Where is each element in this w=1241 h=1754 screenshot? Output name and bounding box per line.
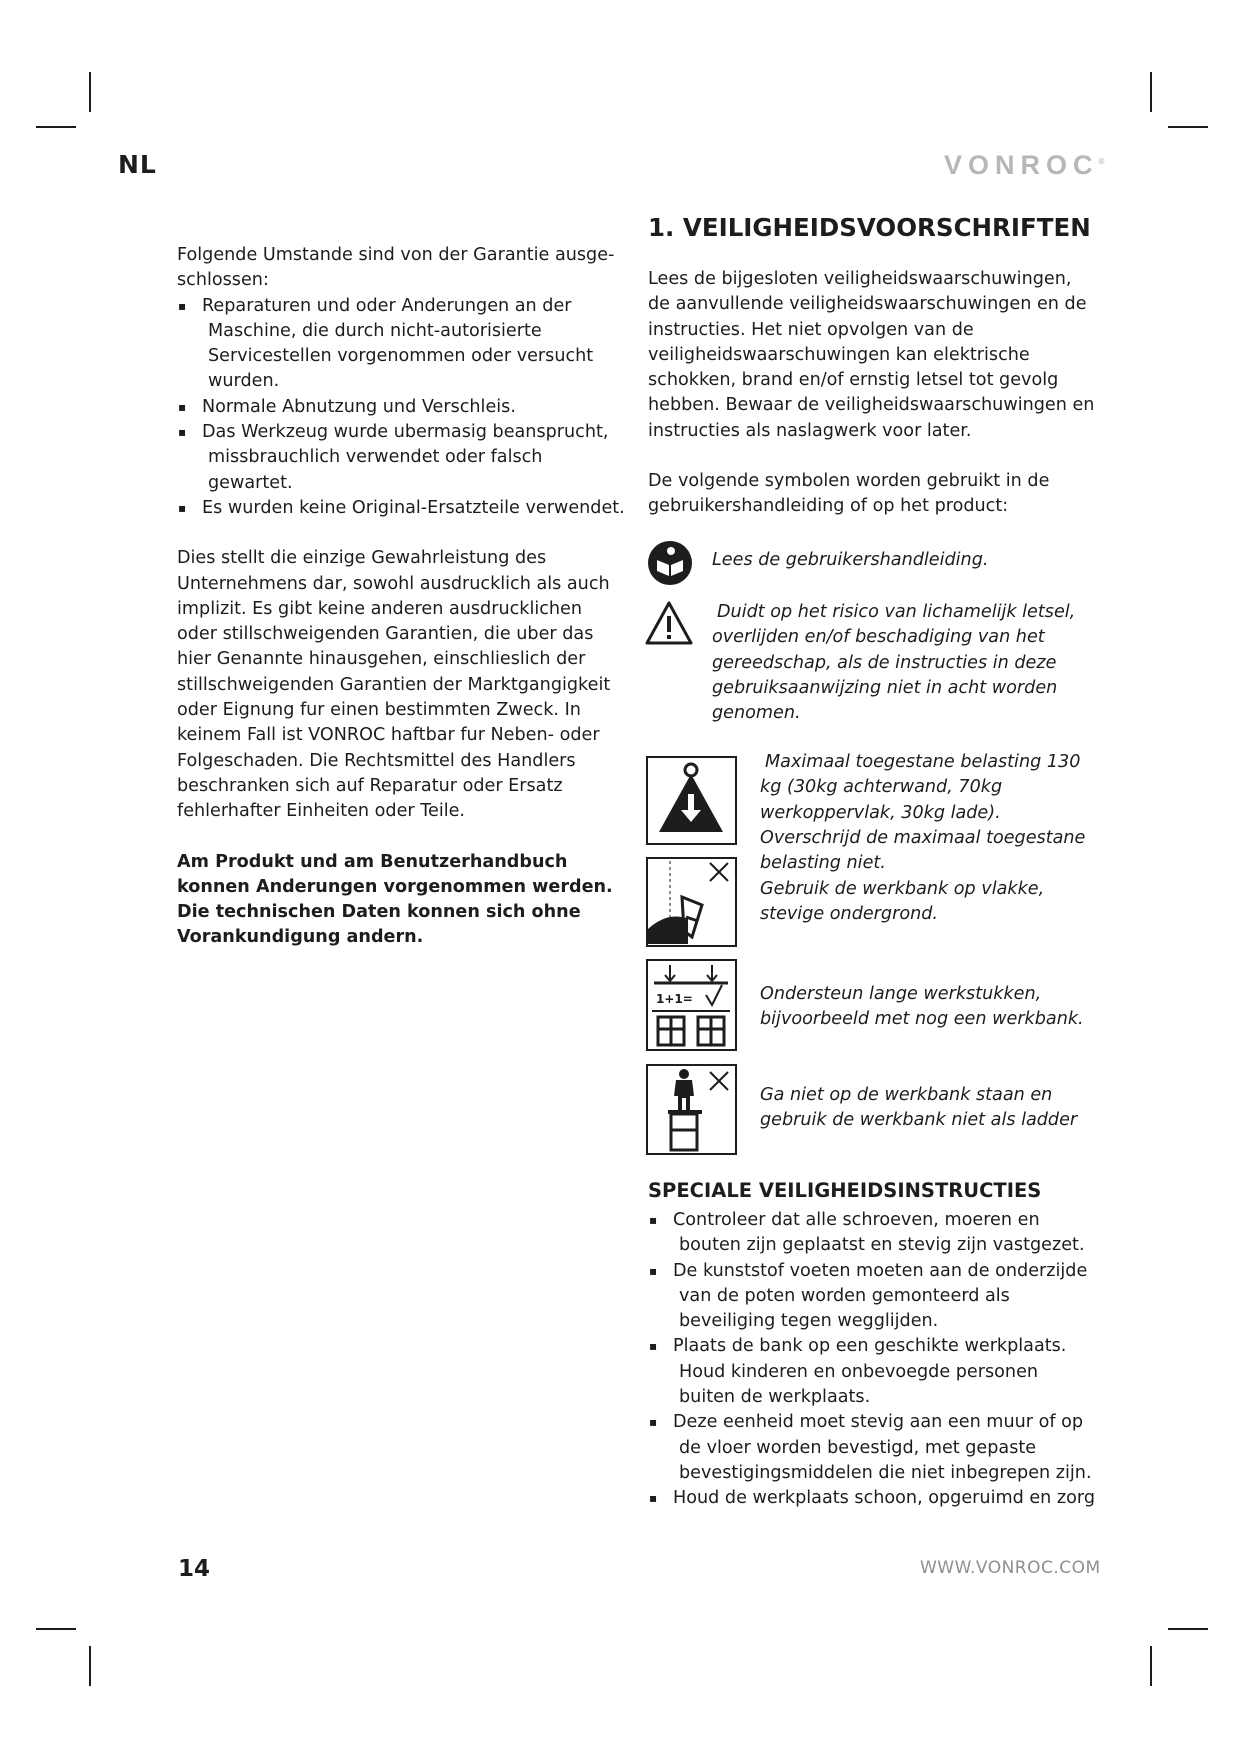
list-item: ▪ De kunststof voeten moeten aan de onderzijde van de poten worden gemonteerd als beveiliging tegen wegglijden.	[648, 1259, 1098, 1335]
symbol-text-warning: Duidt op het risico van lichamelijk letsel, overlijden en/of beschadiging van het gereedschap, als de instructies in deze gebruiksaanwijzing niet in acht worden genomen.	[712, 602, 1076, 724]
warranty-exclusions-intro: Folgende Umstande sind von der Garantie ausge- schlossen:	[177, 245, 615, 291]
change-notice: Am Produkt und am Benutzerhandbuch konnen Anderungen vorgenommen werden. Die technischen Daten konnen sich ohne Vorankundigung andern.	[177, 851, 613, 948]
brand-name: VONROC	[944, 150, 1099, 180]
symbol-text-ladder: Ga niet op de werkbank staan en gebruik de werkbank niet als ladder	[760, 1085, 1078, 1131]
symbol-text-manual: Lees de gebruikershandleiding.	[712, 550, 989, 570]
list-item: ▪ Es wurden keine Original-Ersatzteile verwendet.	[177, 496, 627, 521]
left-column	[177, 243, 627, 951]
support-icon-label: 1+1=	[656, 992, 693, 1006]
website-url: WWW.VONROC.COM	[920, 1558, 1101, 1578]
page-number: 14	[178, 1556, 211, 1582]
guarantee-paragraph: Dies stellt die einzige Gewahrleistung des Unternehmens dar, sowohl ausdrucklich als auch implizit. Es gibt keine anderen ausdrucklichen oder stillschweigenden Garantien, die uber das hier Genannte hinausgehen, einschlieslich der stillschweigenden Garantien der Marktgangigkeit oder Eignung fur einen bestimmten Zweck. In keinem Fall ist VONROC haftbar fur Neben- oder Folgeschaden. Die Rechtsmittel des Handlers beschranken sich auf Reparatur oder Ersatz fehlerhafter Einheiten oder Teile.	[177, 548, 611, 822]
special-instructions	[648, 1208, 1098, 1512]
support-workpiece-icon	[646, 959, 737, 1051]
safety-paragraph: Lees de bijgesloten veiligheidswaarschuwingen, de aanvullende veiligheidswaarschuwingen en de instructies. Het niet opvolgen van de veiligheidswaarschuwingen kan elektrische schokken, brand en/of ernstig letsel tot gevolg hebben. Bewaar de veiligheidswaarschuwingen en instructies als naslagwerk voor later.	[648, 269, 1095, 441]
language-code: NL	[118, 150, 157, 179]
symbol-text-load: Maximaal toegestane belasting 130 kg (30kg achterwand, 70kg werkoppervlak, 30kg lade). Overschrijd de maximaal toegestane belasting niet.	[760, 752, 1086, 874]
crop-mark	[1150, 72, 1152, 112]
list-item: ▪ Houd de werkplaats schoon, opgeruimd en zorg	[648, 1486, 1098, 1511]
list-item: ▪ Das Werkzeug wurde ubermasig beansprucht, missbrauchlich verwendet oder falsch gewartet.	[177, 420, 627, 496]
list-item: ▪ Deze eenheid moet stevig aan een muur of op de vloer worden bevestigd, met gepaste bevestigingsmiddelen die niet inbegrepen zijn.	[648, 1410, 1098, 1486]
crop-mark	[1168, 1628, 1208, 1630]
no-standing-icon	[646, 1064, 737, 1155]
warranty-exclusions-list	[177, 294, 627, 522]
list-item: ▪ Controleer dat alle schroeven, moeren en bouten zijn geplaatst en stevig zijn vastgezet.	[648, 1208, 1098, 1259]
trademark-symbol: ®	[1098, 157, 1105, 166]
symbol-text-flat: Gebruik de werkbank op vlakke, stevige ondergrond.	[760, 879, 1045, 925]
crop-mark	[36, 126, 76, 128]
symbols-intro: De volgende symbolen worden gebruikt in de gebruikershandleiding of op het product:	[648, 471, 1050, 517]
special-instructions-heading: SPECIALE VEILIGHEIDSINSTRUCTIES	[648, 1179, 1042, 1202]
crop-mark	[89, 1646, 91, 1686]
crop-mark	[1168, 126, 1208, 128]
safety-intro	[648, 267, 1098, 520]
list-item: ▪ Normale Abnutzung und Verschleis.	[177, 395, 627, 420]
crop-mark	[89, 72, 91, 112]
safety-heading: 1. VEILIGHEIDSVOORSCHRIFTEN	[648, 213, 1091, 242]
max-load-icon	[646, 756, 737, 845]
list-item: ▪ Plaats de bank op een geschikte werkplaats. Houd kinderen en onbevoegde personen buiten de werkplaats.	[648, 1334, 1098, 1410]
crop-mark	[1150, 1646, 1152, 1686]
list-item: ▪ Reparaturen und oder Anderungen an der Maschine, die durch nicht-autorisierte Servicestellen vorgenommen oder versucht wurden.	[177, 294, 627, 395]
manual-icon	[647, 540, 693, 586]
crop-mark	[36, 1628, 76, 1630]
warning-icon	[644, 600, 694, 646]
special-instructions-list	[648, 1208, 1098, 1512]
symbol-text-support: Ondersteun lange werkstukken, bijvoorbeeld met nog een werkbank.	[760, 984, 1084, 1030]
brand-logo	[944, 150, 1104, 181]
flat-surface-icon	[646, 857, 737, 947]
